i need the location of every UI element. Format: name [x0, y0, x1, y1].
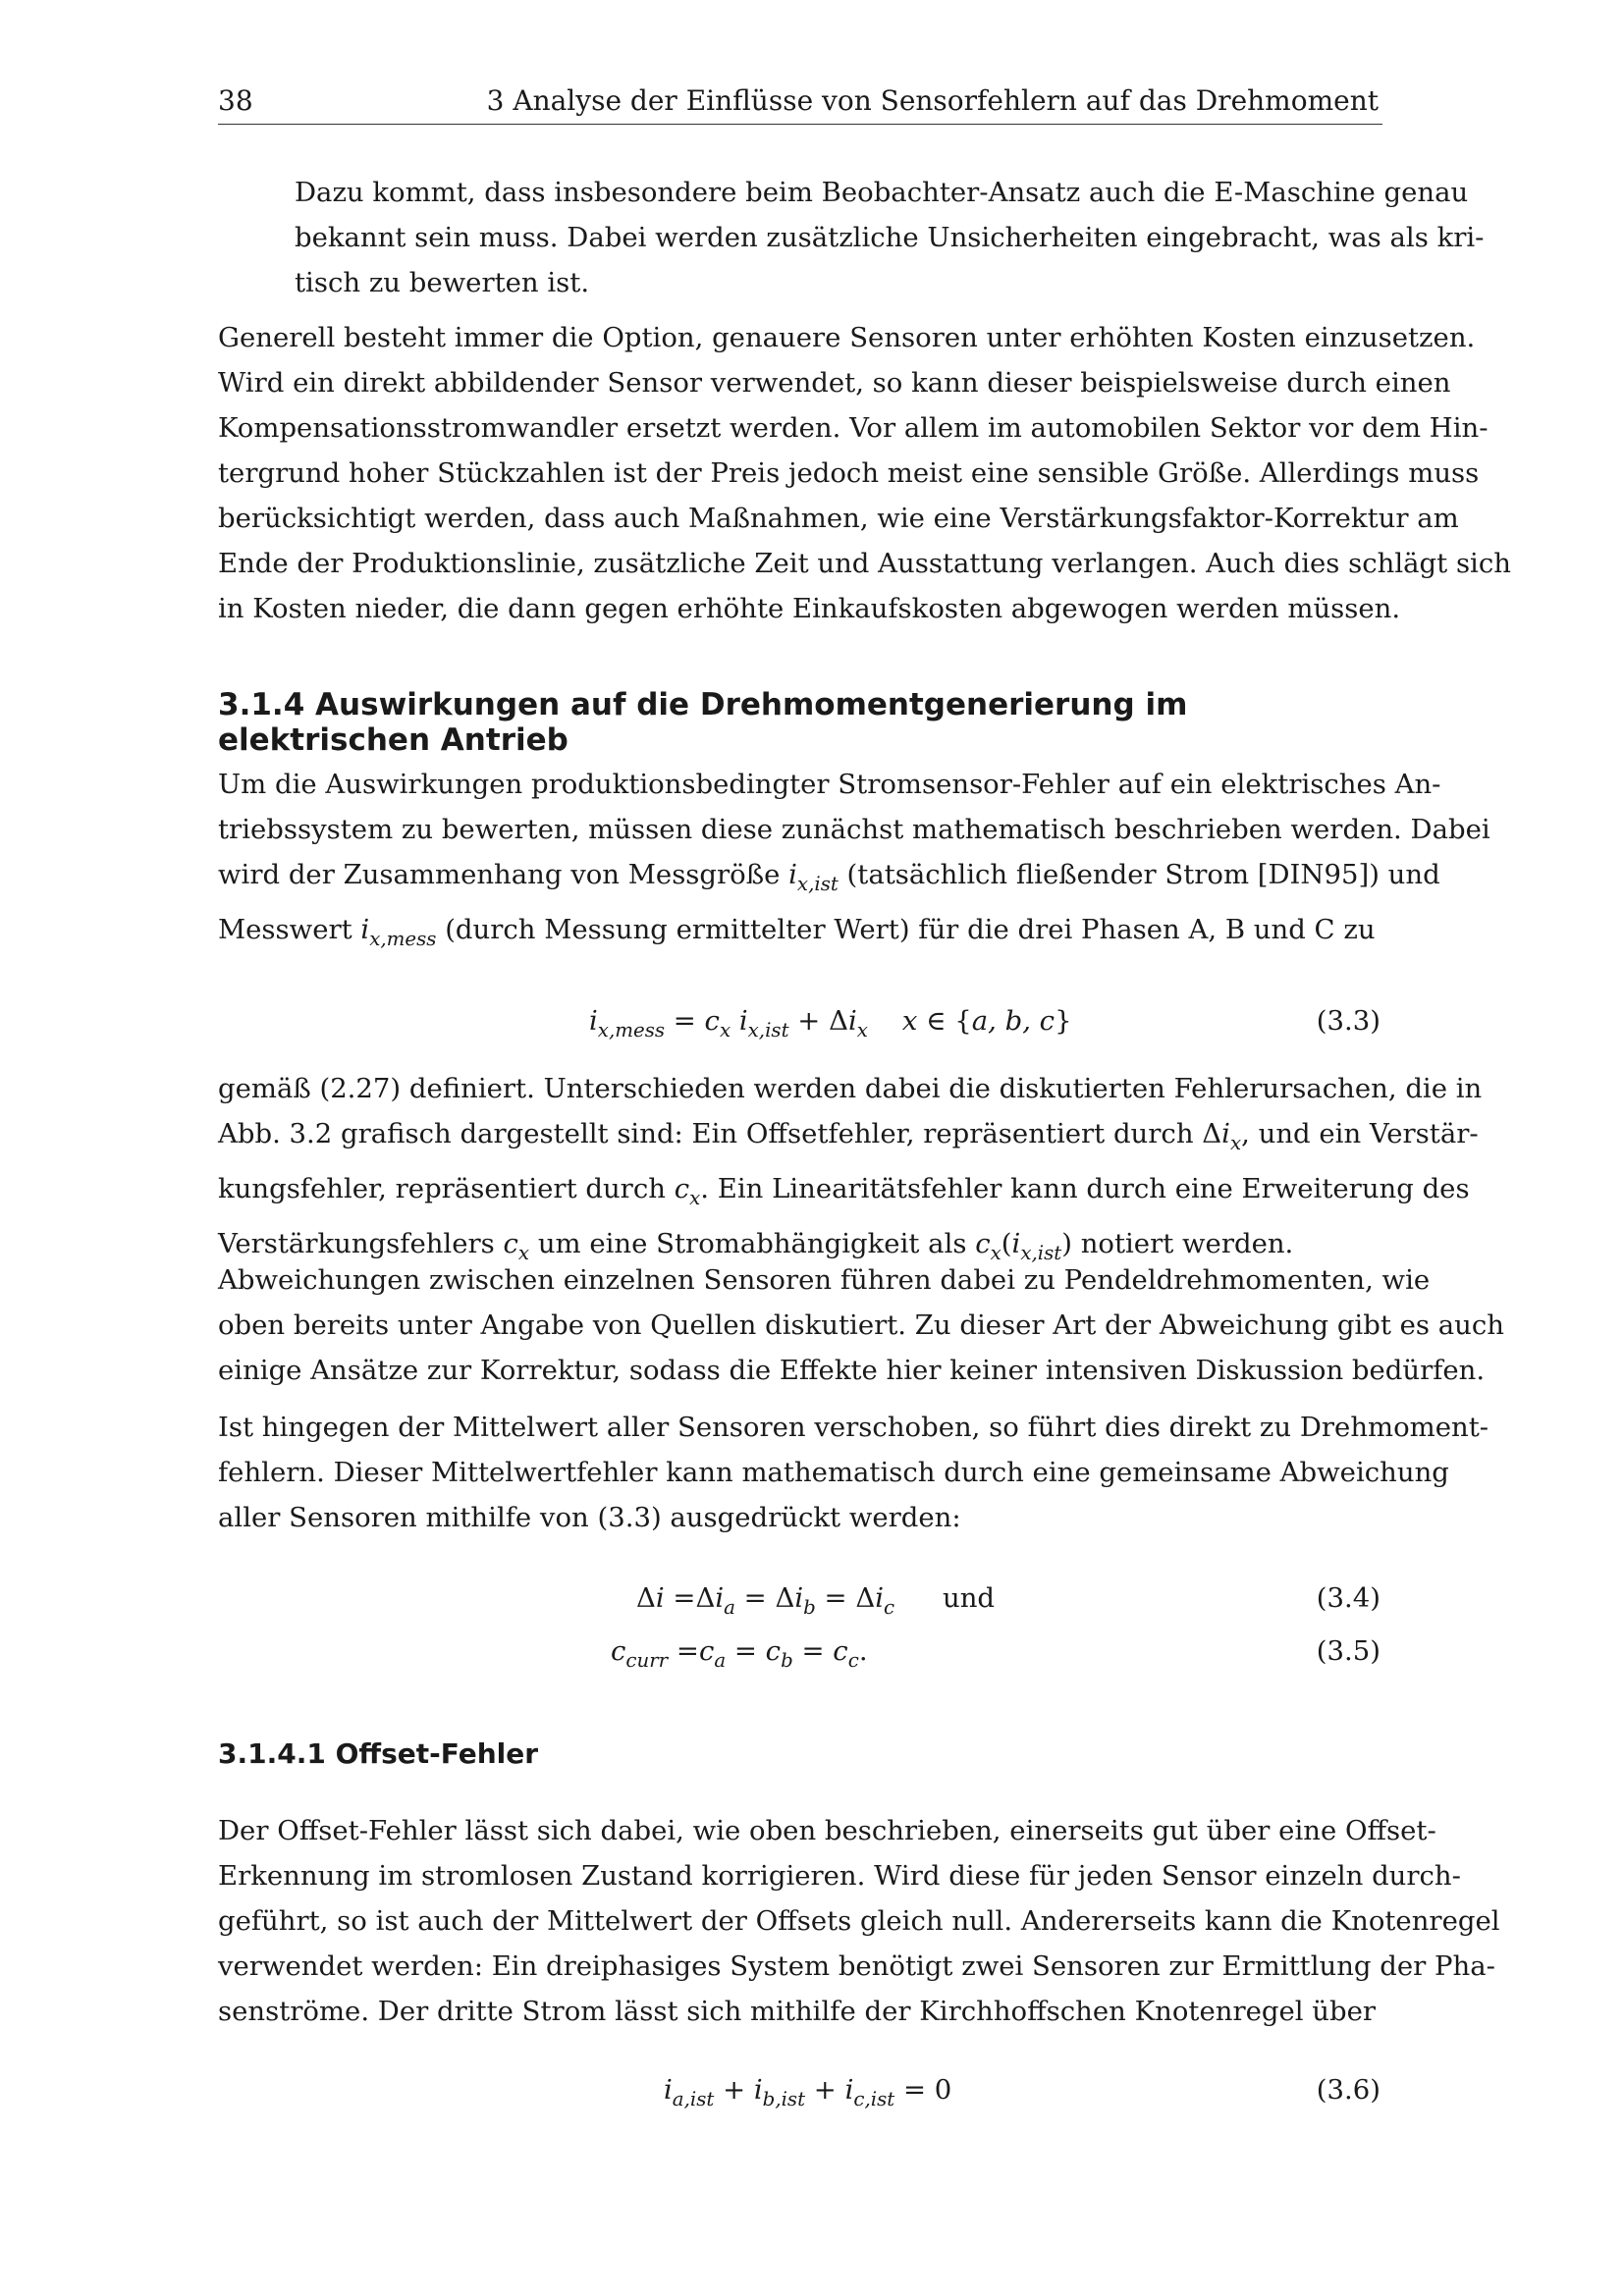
paragraph-intro: Dazu kommt, dass insbesondere beim Beobachter-Ansatz auch die E-Maschine genau bekannt sein muss. Dabei werden zusätzliche Unsicherheiten eingebracht, was als kri- tisch zu bewerten ist. — [295, 177, 1485, 298]
equation-body: $i_{x,mess} = c_x$ $i_{x,ist} + \Delta i_x$ x ∈ {a, b, c} — [589, 1005, 1072, 1041]
equation-number: (3.4) — [1316, 1582, 1380, 1614]
equation-number: (3.3) — [1316, 1005, 1380, 1037]
chapter-title: 3 Analyse der Einflüsse von Sensorfehlern auf das Drehmoment — [486, 84, 1379, 117]
equation-body: $\Delta i =\Delta i_a = \Delta i_b = \Delta i_c$ — [636, 1582, 895, 1619]
running-header — [218, 84, 1382, 125]
page-number: 38 — [218, 84, 253, 117]
equation-3-5 — [218, 1635, 1382, 1679]
paragraph-error-types: gemäß (2.27) definiert. Unterschieden werden dabei die diskutierten Fehlerursachen, die in Abb. 3.2 grafisch dargestellt sind: Ein Offsetfehler, repräsentiert durch $\Delta i_x$, und ein Verstär- kungsfehler, repräsentiert durch $c_x$. Ein Linearitätsfehler kann durch eine Erweiterung des Verstärkungsfehlers $c_x$ um eine Stromabhängigkeit als $c_x(i_{x,ist})$ notiert werden. — [218, 1073, 1483, 1264]
paragraph-sensors-cost: Generell besteht immer die Option, genauere Sensoren unter erhöhten Kosten einzusetzen. Wird ein direkt abbildender Sensor verwendet, so kann dieser beispielsweise durch einen Kompensationsstromwandler ersetzt werden. Vor allem im automobilen Sektor vor dem Hin- tergrund hoher Stückzahlen ist der Preis jedoch meist eine sensible Größe. Allerdings muss berücksichtigt werden, dass auch Maßnahmen, wie eine Verstärkungsfaktor-Korrektur am Ende der Produktionslinie, zusätzliche Zeit und Ausstattung verlangen. Auch dies schlägt sich in Kosten nieder, die dann gegen erhöhte Einkaufskosten abgewogen werden müssen. — [218, 322, 1511, 624]
equation-number: (3.6) — [1316, 2074, 1380, 2106]
equation-body: $c_{curr} =c_a = c_b = c_c$. — [611, 1635, 868, 1672]
equation-3-3 — [218, 1005, 1382, 1048]
subsection-heading: 3.1.4.1 Offset-Fehler — [218, 1737, 539, 1770]
equation-3-4 — [218, 1582, 1382, 1626]
paragraph-mean-error: Ist hingegen der Mittelwert aller Sensoren verschoben, so führt dies direkt zu Drehmoment- fehlern. Dieser Mittelwertfehler kann mathematisch durch eine gemeinsame Abweichung aller Sensoren mithilfe von (3.3) ausgedrückt werden: — [218, 1412, 1489, 1533]
equation-body: $i_{a,ist} + i_{b,ist} + i_{c,ist} = 0$ — [664, 2074, 952, 2110]
equation-3-6 — [218, 2074, 1382, 2117]
section-heading: 3.1.4 Auswirkungen auf die Drehmomentgenerierung im elektrischen Antrieb — [218, 687, 1188, 758]
paragraph-deviation: Abweichungen zwischen einzelnen Sensoren führen dabei zu Pendeldrehmomenten, wie oben bereits unter Angabe von Quellen diskutiert. Zu dieser Art der Abweichung gibt es auch einige Ansätze zur Korrektur, sodass die Effekte hier keiner intensiven Diskussion bedürfen. — [218, 1264, 1504, 1386]
equation-number: (3.5) — [1316, 1635, 1380, 1667]
paragraph-current-sensor-errors: Um die Auswirkungen produktionsbedingter Stromsensor-Fehler auf ein elektrisches An- triebssystem zu bewerten, müssen diese zunächst mathematisch beschrieben werden. Dabei wird der Zusammenhang von Messgröße $i_{x,ist}$ (tatsächlich fließender Strom [DIN95]) und Messwert $i_{x,mess}$ (durch Messung ermittelter Wert) für die drei Phasen A, B und C zu — [218, 769, 1490, 950]
paragraph-offset-error: Der Offset-Fehler lässt sich dabei, wie oben beschrieben, einerseits gut über eine Offset- Erkennung im stromlosen Zustand korrigieren. Wird diese für jeden Sensor einzeln durch- geführt, so ist auch der Mittelwert der Offsets gleich null. Andererseits kann die Knotenregel verwendet werden: Ein dreiphasiges System benötigt zwei Sensoren zur Ermittlung der Pha- senströme. Der dritte Strom lässt sich mithilfe der Kirchhoffschen Knotenregel über — [218, 1815, 1500, 2027]
equation-word: und — [943, 1582, 996, 1614]
